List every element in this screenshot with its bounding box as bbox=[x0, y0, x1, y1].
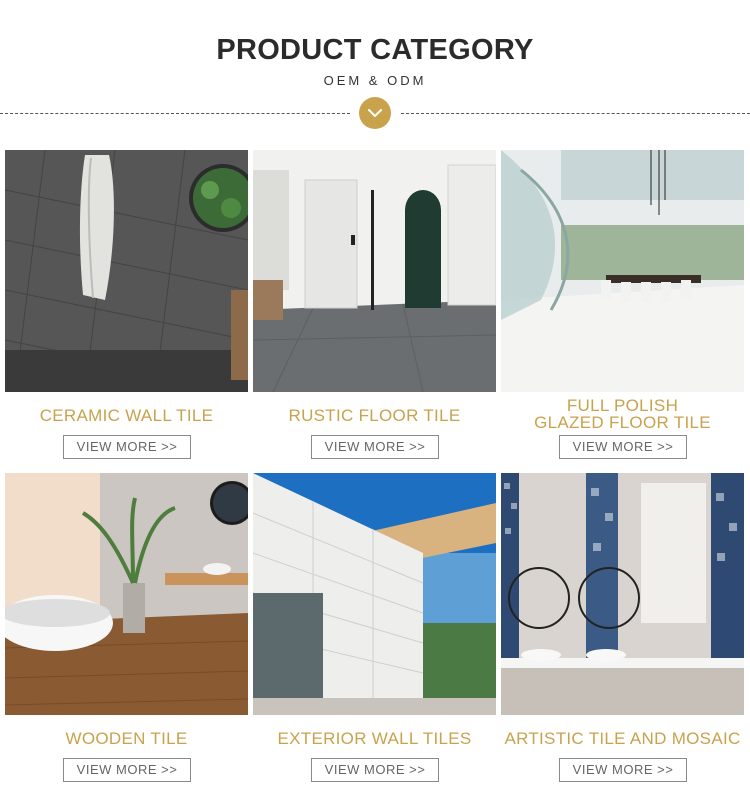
wooden-tile-image[interactable] bbox=[5, 473, 248, 715]
divider-left bbox=[0, 113, 350, 114]
section-header bbox=[0, 0, 750, 140]
ceramic-wall-tile-image[interactable] bbox=[5, 150, 248, 392]
category-title[interactable]: RUSTIC FLOOR TILE bbox=[288, 406, 461, 425]
category-title[interactable]: ARTISTIC TILE AND MOSAIC bbox=[504, 729, 741, 748]
divider-right bbox=[401, 113, 750, 114]
view-more-button[interactable]: VIEW MORE >> bbox=[63, 758, 191, 782]
view-more-button[interactable]: VIEW MORE >> bbox=[63, 435, 191, 459]
category-title[interactable]: CERAMIC WALL TILE bbox=[39, 406, 214, 425]
scroll-down-button[interactable] bbox=[359, 97, 391, 129]
view-more-button[interactable]: VIEW MORE >> bbox=[559, 435, 687, 459]
full-polish-glazed-floor-tile-image[interactable] bbox=[501, 150, 744, 392]
view-more-button[interactable]: VIEW MORE >> bbox=[559, 758, 687, 782]
page-title: PRODUCT CATEGORY bbox=[216, 34, 534, 66]
chevron-down-icon bbox=[367, 108, 383, 118]
view-more-button[interactable]: VIEW MORE >> bbox=[311, 435, 439, 459]
view-more-button[interactable]: VIEW MORE >> bbox=[311, 758, 439, 782]
artistic-tile-and-mosaic-image[interactable] bbox=[501, 473, 744, 715]
category-title[interactable]: FULL POLISH bbox=[566, 396, 679, 415]
rustic-floor-tile-image[interactable] bbox=[253, 150, 496, 392]
category-title-line2[interactable]: GLAZED FLOOR TILE bbox=[534, 413, 711, 432]
exterior-wall-tiles-image[interactable] bbox=[253, 473, 496, 715]
category-title[interactable]: EXTERIOR WALL TILES bbox=[277, 729, 472, 748]
category-title[interactable]: WOODEN TILE bbox=[65, 729, 188, 748]
page-subtitle: OEM & ODM bbox=[323, 73, 427, 88]
